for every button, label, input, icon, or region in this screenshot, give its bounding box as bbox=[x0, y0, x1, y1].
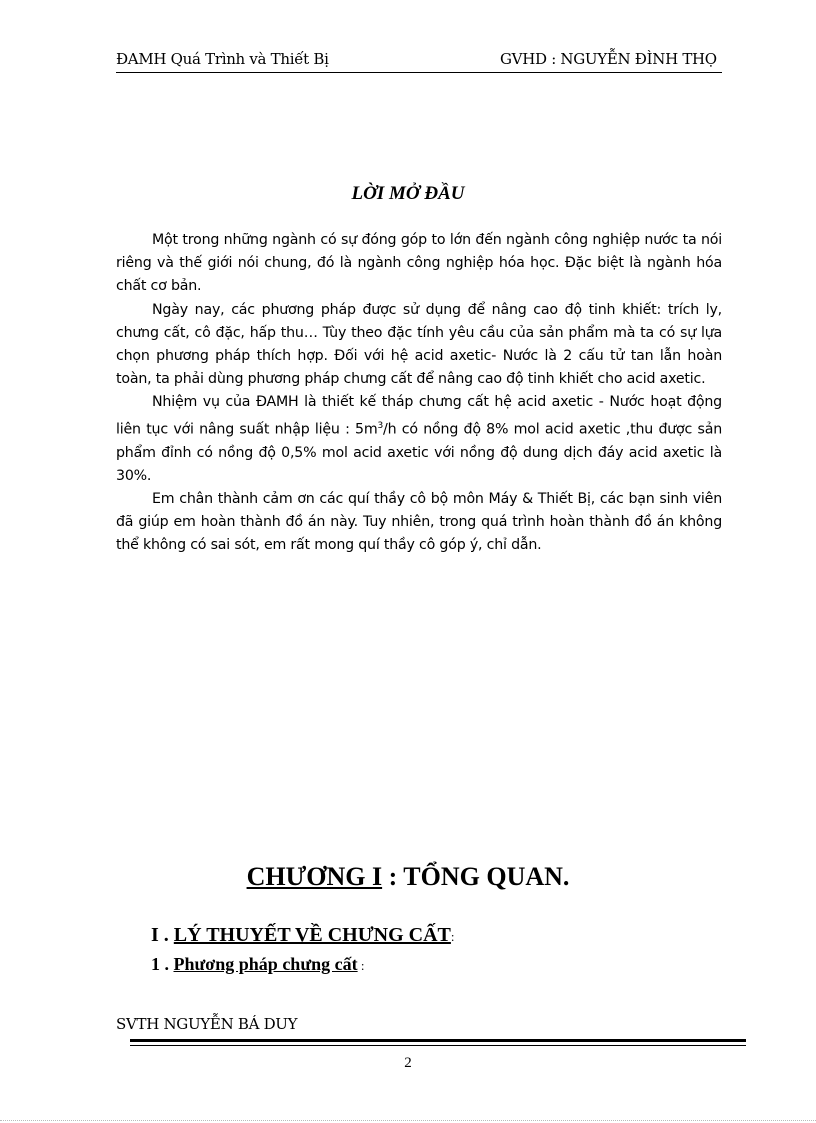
section-1-colon: : bbox=[450, 929, 455, 944]
page-edge bbox=[0, 1120, 816, 1121]
paragraph-3 bbox=[116, 391, 722, 488]
paragraph-3-part-1: Nhiệm vụ của ĐAMH là thiết kế tháp chưng cất hệ acid axetic - Nước hoạt động liên tục với nâng suất nhập liệu : 5m bbox=[116, 394, 722, 438]
section-2-label: Phương pháp chưng cất bbox=[173, 954, 358, 974]
paragraph-4: Em chân thành cảm ơn các quí thầy cô bộ môn Máy & Thiết Bị, các bạn sinh viên đã giúp em hoàn thành đồ án này. Tuy nhiên, trong quá trình hoàn thành đồ án không thể không có sai sót, em rất mong quí thầy cô góp ý, chỉ dẫn. bbox=[116, 490, 722, 554]
header-course-title: ĐAMH Quá Trình và Thiết Bị bbox=[116, 50, 329, 68]
page-number: 2 bbox=[404, 1055, 412, 1071]
section-2-number: 1 . bbox=[151, 954, 174, 974]
chapter-heading bbox=[0, 862, 816, 892]
paragraph-2: Ngày nay, các phương pháp được sử dụng để nâng cao độ tinh khiết: trích ly, chưng cất, cô đặc, hấp thu… Tùy theo đặc tính yêu cầu của sản phẩm mà ta có sự lựa chọn phương pháp thích hợp. Đối với hệ acid axetic- Nước là 2 cấu tử tan lẫn hoàn toàn, ta phải dùng phương pháp chưng cất để nâng cao độ tinh khiết cho acid axetic. bbox=[116, 301, 722, 388]
section-heading-2 bbox=[151, 954, 365, 975]
section-2-colon: : bbox=[357, 958, 365, 973]
header-divider bbox=[116, 72, 722, 73]
paragraph-1: Một trong những ngành có sự đóng góp to lớn đến ngành công nghiệp nước ta nói riêng và thế giới nói chung, đó là ngành công nghiệp hóa học. Đặc biệt là ngành hóa chất cơ bản. bbox=[116, 232, 722, 295]
section-1-label: LÝ THUYẾT VỀ CHƯNG CẤT bbox=[173, 924, 451, 946]
intro-body bbox=[116, 229, 722, 558]
footer-student: SVTH NGUYỄN BÁ DUY bbox=[116, 1015, 298, 1033]
page-title: LỜI MỞ ĐẦU bbox=[351, 183, 465, 204]
chapter-label: CHƯƠNG I bbox=[246, 862, 383, 891]
cubic-superscript: 3 bbox=[377, 420, 384, 431]
footer-divider-thin bbox=[130, 1045, 746, 1046]
paragraph-3-part-2: /h có nồng độ 8% mol acid axetic ,thu được sản phẩm đỉnh có nồng độ 0,5% mol acid axetic với nồng độ dung dịch đáy acid axetic là 30%. bbox=[116, 421, 722, 484]
footer-divider-thick bbox=[130, 1039, 746, 1042]
section-1-number: I . bbox=[151, 924, 174, 946]
header-advisor: GVHD : NGUYỄN ĐÌNH THỌ bbox=[500, 50, 717, 68]
chapter-title: : TỔNG QUAN. bbox=[382, 862, 570, 891]
section-heading-1 bbox=[151, 924, 455, 947]
